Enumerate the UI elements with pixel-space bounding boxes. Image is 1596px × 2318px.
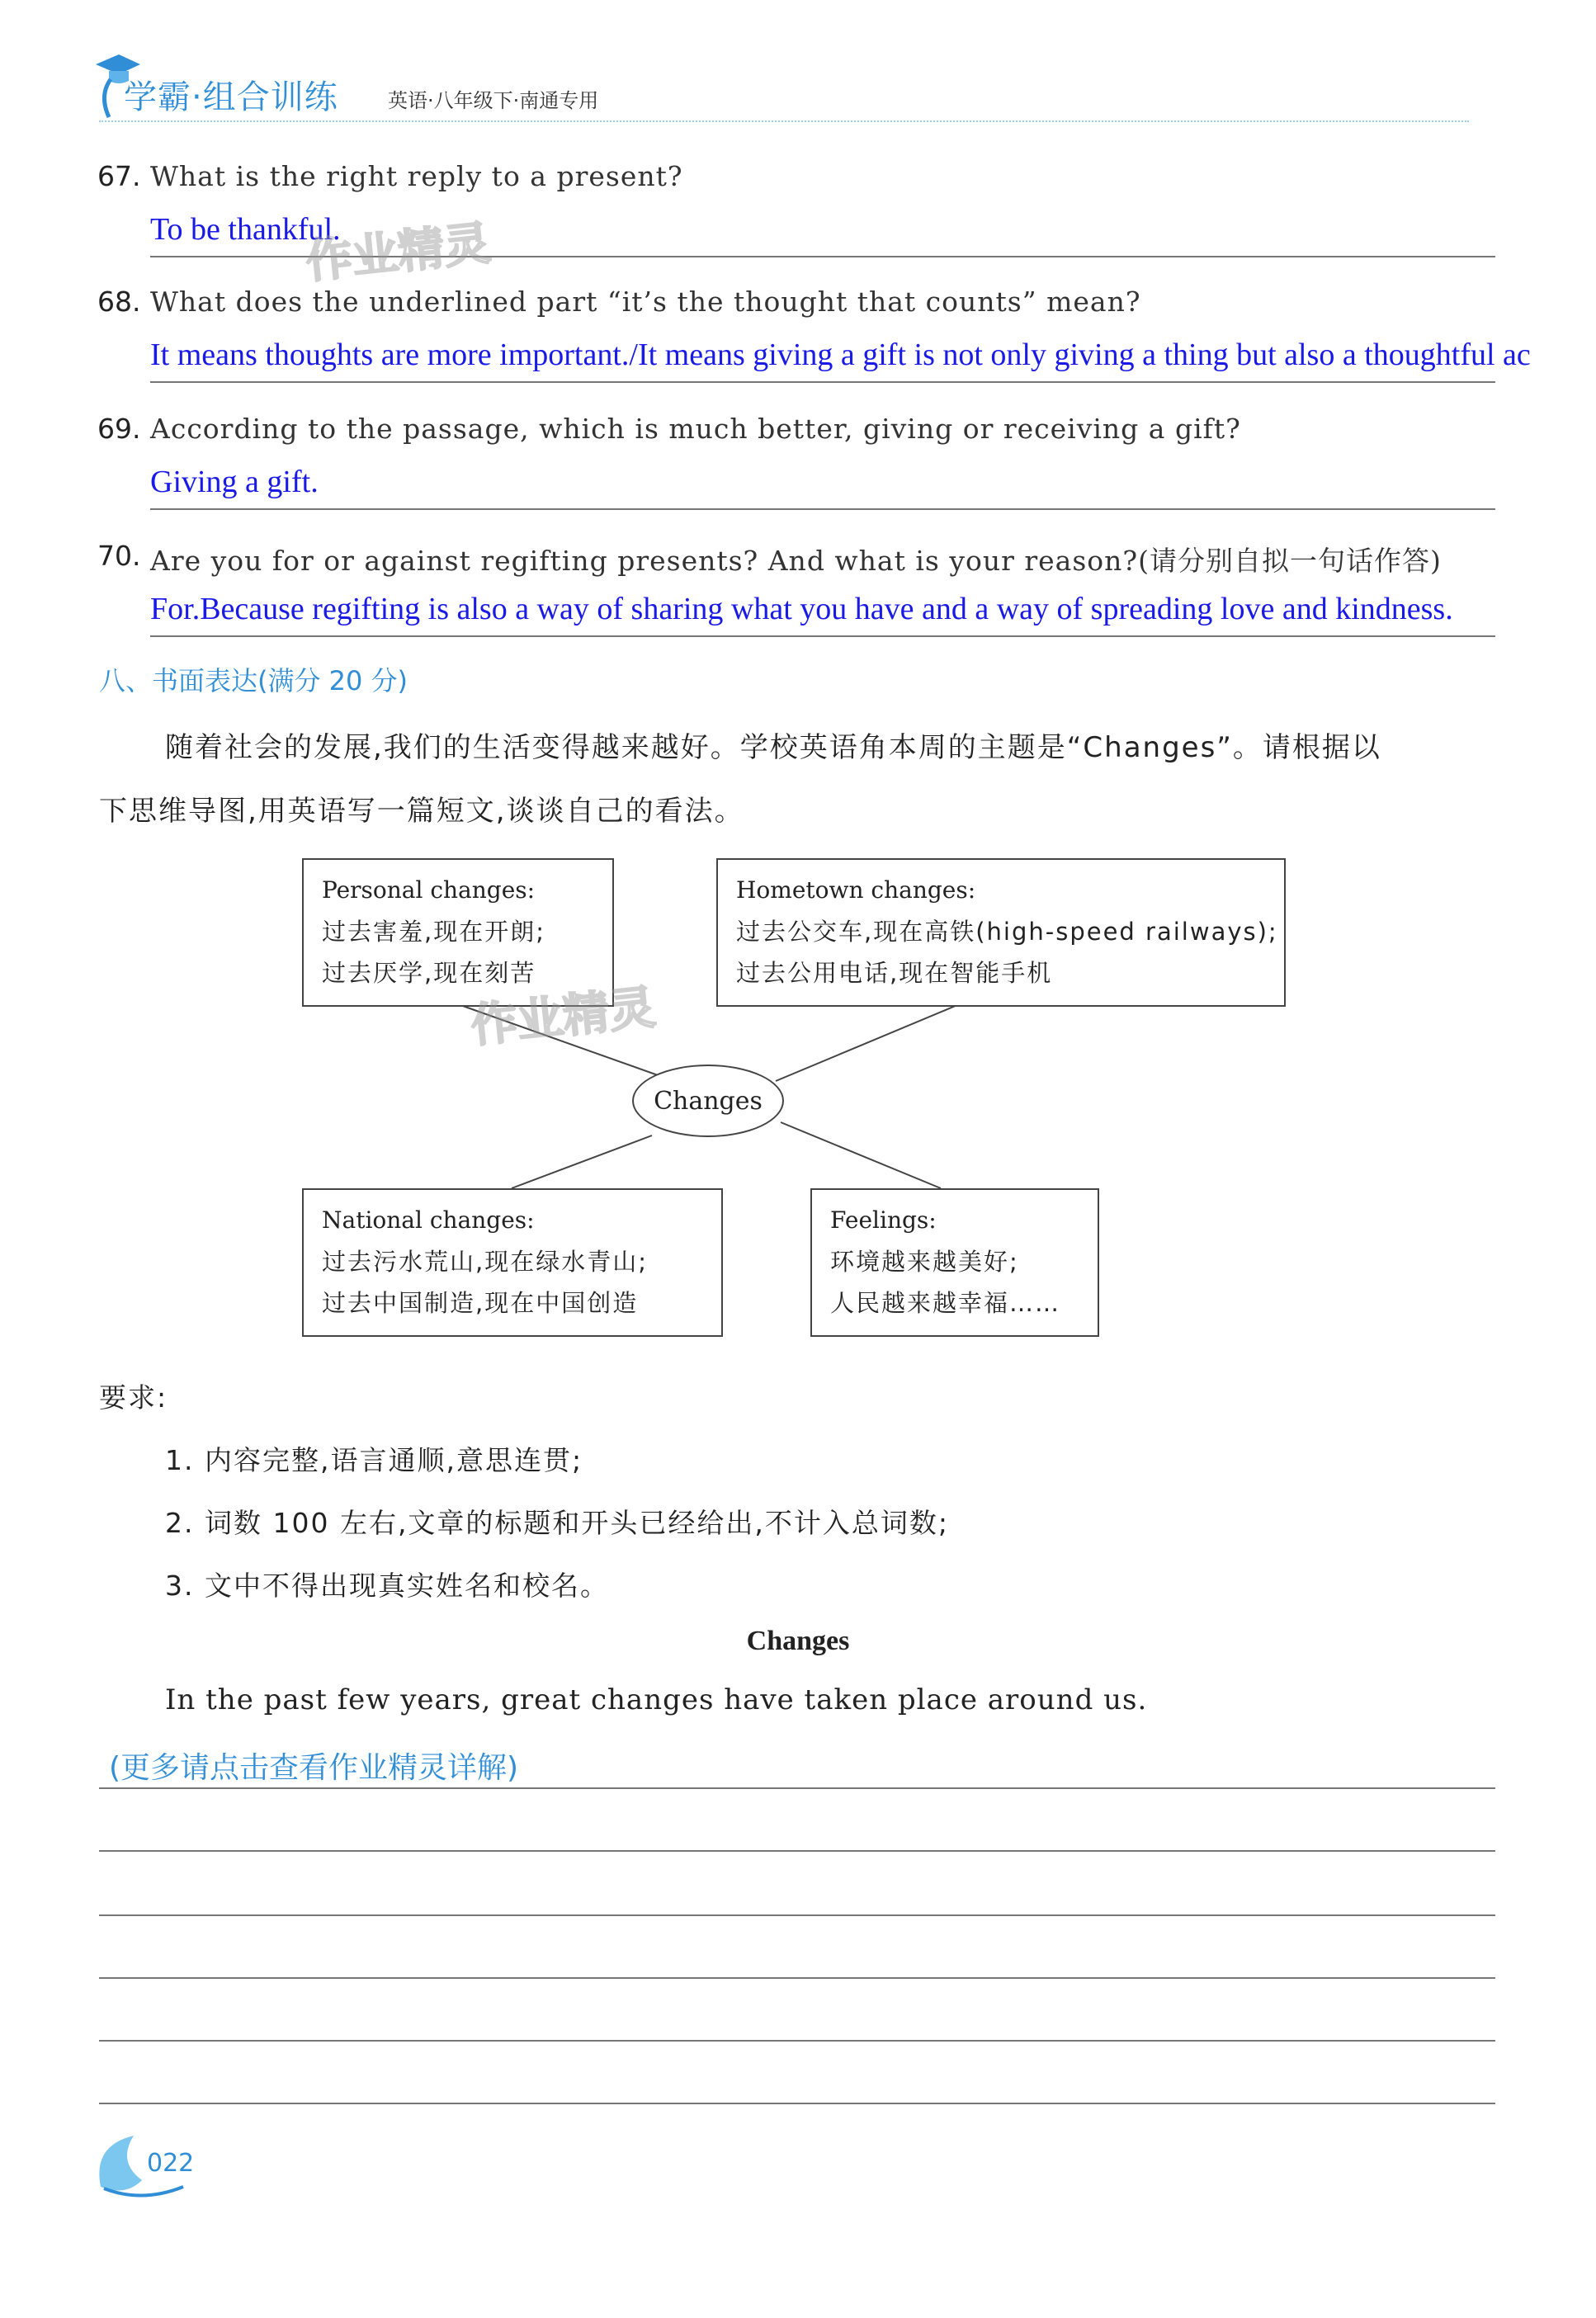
mindmap-feelings-title: Feelings: [830,1206,937,1234]
mindmap-feelings-line-1: 环境越来越美好; [830,1248,1019,1276]
answer-69: Giving a gift. [150,465,319,499]
question-68-text: What does the underlined part “it’s the thought that counts” mean? [150,286,1141,318]
essay-title: Changes [746,1626,850,1656]
writing-line [99,2040,1495,2042]
mindmap-center-node: Changes [632,1065,784,1137]
mindmap-hometown-line-2: 过去公用电话,现在智能手机 [736,959,1053,987]
question-70-text: Are you for or against regifting presents? And what is your reason?(请分别自拟一句话作答) [150,545,1442,577]
mindmap-personal-line-2: 过去厌学,现在刻苦 [322,959,536,987]
watermark-top: 作业精灵 [303,216,493,290]
watermark-mindmap: 作业精灵 [468,980,659,1054]
question-69-text: According to the passage, which is much better, giving or receiving a gift? [150,413,1241,445]
mindmap-feelings-box [810,1188,1099,1337]
requirement-3: 3. 文中不得出现真实姓名和校名。 [165,1570,609,1602]
mindmap-national-line-1: 过去污水荒山,现在绿水青山; [322,1248,648,1276]
mindmap-personal-line-1: 过去害羞,现在开朗; [322,918,545,946]
section-title: 八、书面表达(满分 20 分) [99,665,408,696]
mindmap-hometown-title: Hometown changes: [736,876,976,904]
answer-68: It means thoughts are more important./It means giving a gift is not only giving a thing but also a thoughtful ac [150,338,1531,372]
question-67-text: What is the right reply to a present? [150,160,683,192]
question-68-number: 68. [97,286,141,318]
answer-70: For.Because regifting is also a way of sharing what you have and a way of spreading love and kindness. [150,592,1453,626]
header-subtitle: 英语·八年级下·南通专用 [388,89,599,112]
question-69-number: 69. [97,413,141,445]
question-70-number: 70. [97,540,141,572]
writing-line [99,2103,1495,2104]
mindmap-national-title: National changes: [322,1206,535,1234]
section-intro-line-2: 下思维导图,用英语写一篇短文,谈谈自己的看法。 [99,795,744,828]
requirement-1: 1. 内容完整,语言通顺,意思连贯; [165,1444,583,1476]
writing-line [99,1977,1495,1979]
question-67-number: 67. [97,160,141,192]
section-intro-line-1: 随着社会的发展,我们的生活变得越来越好。学校英语角本周的主题是“Changes”。请根据以 [165,731,1381,764]
answer-67: To be thankful. [150,212,341,247]
mindmap-national-box [302,1188,723,1337]
requirement-2: 2. 词数 100 左右,文章的标题和开头已经给出,不计入总词数; [165,1507,950,1539]
mindmap-national-line-2: 过去中国制造,现在中国创造 [322,1289,639,1317]
mindmap-hometown-box [716,858,1286,1007]
requirements-label: 要求: [99,1381,168,1414]
page-number: 022 [147,2149,195,2178]
mindmap-hometown-line-1: 过去公交车,现在高铁(high-speed railways); [736,918,1278,946]
mindmap-personal-title: Personal changes: [322,876,536,904]
essay-opening: In the past few years, great changes have taken place around us. [165,1683,1148,1716]
writing-line [99,1914,1495,1916]
header-brand: 学霸·组合训练 [124,78,338,116]
writing-line [99,1787,1495,1789]
writing-line [99,1850,1495,1852]
more-details-link[interactable]: (更多请点击查看作业精灵详解) [109,1751,519,1785]
mindmap-feelings-line-2: 人民越来越幸福…… [830,1289,1061,1317]
